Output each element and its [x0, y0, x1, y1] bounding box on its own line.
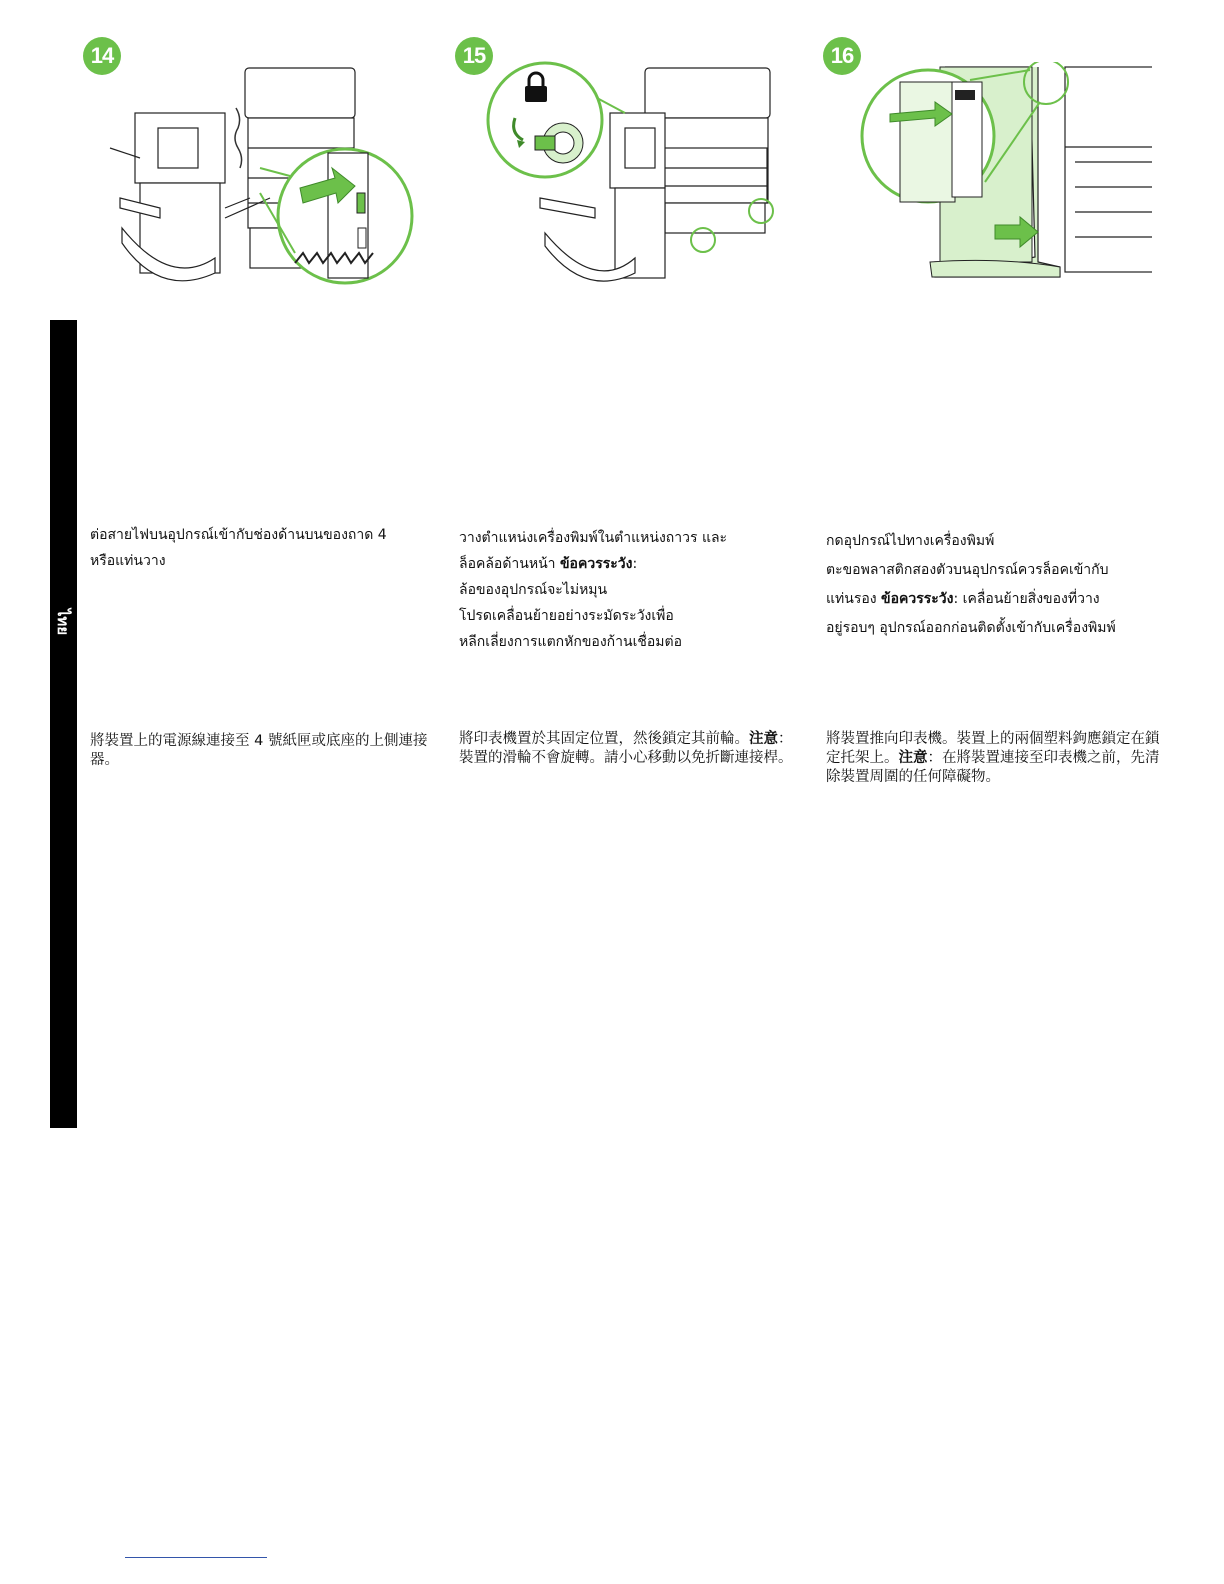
step-14-illustration	[100, 58, 420, 288]
step-15-thai-line-2	[459, 551, 799, 577]
step-15-thai-colon: :	[632, 556, 638, 572]
step-15-thai-line-1: วางตำแหน่งเครื่องพิมพ์ในตำแหน่งถาวร และ	[459, 530, 728, 546]
step-15-thai-line-2-text: ล็อคล้อด้านหน้า	[459, 556, 560, 572]
step-16-badge: 16	[823, 37, 861, 75]
step-15-chinese-caution-label: 注意	[749, 731, 778, 747]
step-16-chinese-text	[826, 730, 1161, 787]
step-16-thai-line-4: อยู่รอบๆ อุปกรณ์ออกก่อนติดตั้งเข้ากับเครื่องพิมพ์	[826, 620, 1116, 636]
step-15-chinese-main: 將印表機置於其固定位置，然後鎖定其前輪。	[459, 731, 749, 747]
step-16-thai-line-3	[826, 585, 1176, 614]
step-16-chinese-paragraph	[826, 730, 1161, 787]
step-15-illustration	[485, 58, 785, 288]
step-16-illustration	[860, 62, 1152, 287]
step-15-chinese-text	[459, 730, 794, 768]
step-15-thai-text	[459, 525, 799, 655]
step-15-badge: 15	[455, 37, 493, 75]
step-16-thai-caution-label: ข้อควรระวัง	[881, 591, 954, 607]
language-sidebar-tab	[50, 320, 77, 1128]
footer-rule	[125, 1557, 267, 1558]
step-16-chinese-main: 將裝置推向印表機。裝置上的兩個塑料鉤應鎖定在鎖定托架上。	[826, 731, 1160, 766]
step-16-thai-line-3-rest: : เคลื่อนย้ายสิ่งของที่วาง	[953, 591, 1100, 607]
step-14-thai-line-2: หรือแท่นวาง	[90, 553, 166, 569]
step-16-thai-text	[826, 527, 1176, 643]
step-16-thai-line-2: ตะขอพลาสติกสองตัวบนอุปกรณ์ควรล็อคเข้ากับ	[826, 562, 1109, 578]
step-15-thai-line-4: โปรดเคลื่อนย้ายอย่างระมัดระวังเพื่อ	[459, 608, 674, 624]
step-15-chinese-caution-text: ：裝置的滑輪不會旋轉。請小心移動以免折斷連接桿。	[459, 731, 793, 766]
step-16-chinese-caution-label: 注意	[898, 750, 928, 766]
step-15-thai-line-5: หลีกเลี่ยงการแตกหักของก้านเชื่อมต่อ	[459, 634, 682, 650]
step-16-thai-line-3-text: แท่นรอง	[826, 591, 882, 607]
step-14-thai-text	[90, 522, 430, 574]
step-15-thai-caution-label: ข้อควรระวัง	[559, 556, 633, 572]
step-14-badge: 14	[83, 37, 121, 75]
step-16-thai-line-1: กดอุปกรณ์ไปทางเครื่องพิมพ์	[826, 533, 995, 549]
step-15-chinese-paragraph	[459, 730, 794, 768]
step-14-chinese-paragraph: 將裝置上的電源線連接至 4 號紙匣或底座的上側連接器。	[90, 733, 428, 768]
step-14-chinese-text	[90, 732, 430, 770]
language-label: ไทย	[54, 608, 72, 636]
step-16-chinese-caution-text: ：在將裝置連接至印表機之前，先清除裝置周圍的任何障礙物。	[826, 750, 1160, 785]
step-15-thai-line-3: ล้อของอุปกรณ์จะไม่หมุน	[459, 582, 608, 598]
step-14-thai-line-1: ต่อสายไฟบนอุปกรณ์เข้ากับช่องด้านบนของถาด 4	[90, 527, 387, 543]
